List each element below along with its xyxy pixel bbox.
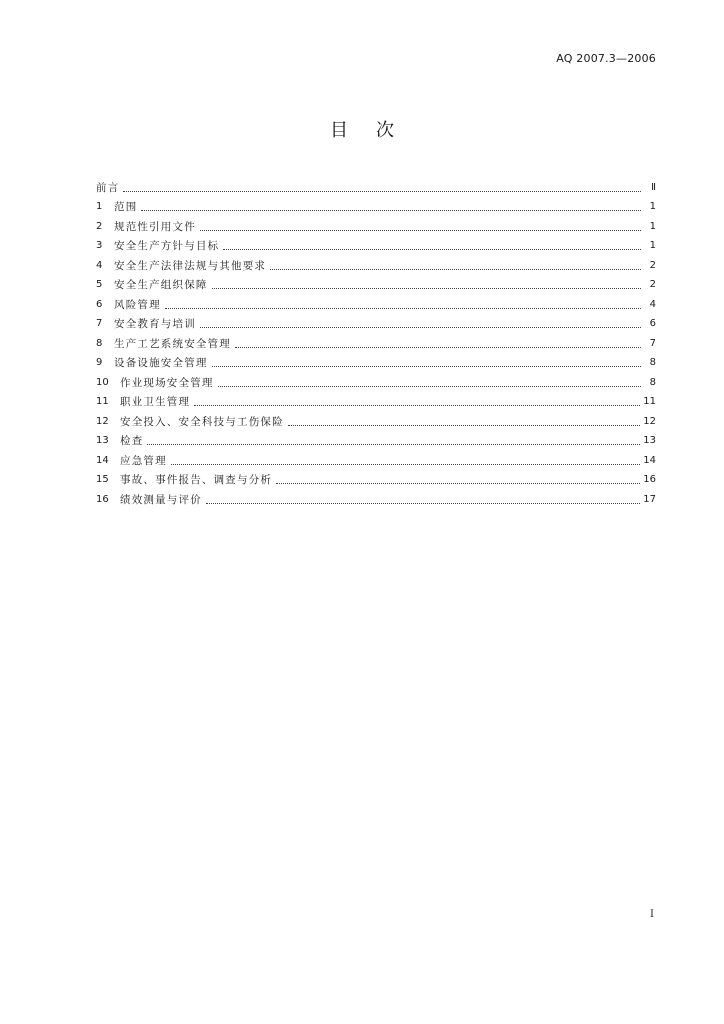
toc-entry[interactable] [96,370,656,390]
table-of-contents [96,175,656,507]
toc-entry[interactable] [96,175,656,195]
toc-entry-number: 12 [96,415,109,427]
toc-entry-number: 1 [96,201,103,212]
toc-entry[interactable] [96,195,656,215]
toc-entry-page: 4 [649,298,656,310]
toc-entry[interactable] [96,312,656,332]
toc-entry[interactable] [96,429,656,449]
page-title: 目次 [330,120,422,141]
toc-leader-dots [212,288,641,289]
toc-entry[interactable] [96,487,656,507]
toc-entry-number: 3 [96,240,103,251]
toc-entry-label: 职业卫生管理 [120,395,194,409]
standard-code: AQ 2007.3—2006 [556,52,656,65]
toc-entry-label: 生产工艺系统安全管理 [114,337,235,351]
toc-entry-page: 2 [649,279,656,290]
toc-entry[interactable] [96,331,656,351]
toc-leader-dots [270,269,641,270]
toc-leader-dots [223,249,641,250]
toc-leader-dots [171,464,640,465]
toc-entry[interactable] [96,234,656,254]
toc-entry-page: Ⅱ [651,181,656,193]
toc-entry[interactable] [96,214,656,234]
toc-entry-page: 16 [643,474,656,485]
toc-entry-page: 7 [649,337,656,349]
toc-entry-page: 8 [649,357,656,368]
toc-leader-dots [147,444,640,445]
toc-leader-dots [200,230,641,231]
toc-entry-page: 12 [643,415,656,427]
toc-entry-page: 2 [649,259,656,271]
toc-entry-page: 17 [643,493,656,505]
toc-entry-label: 应急管理 [120,454,171,468]
toc-entry-page: 14 [643,454,656,466]
toc-entry-number: 14 [96,454,109,466]
toc-entry-number: 6 [96,298,103,310]
toc-leader-dots [200,327,641,328]
toc-entry-page: 13 [643,435,656,446]
toc-entry[interactable] [96,351,656,371]
toc-entry-label: 安全投入、安全科技与工伤保险 [120,415,288,429]
toc-entry-label: 安全生产方针与目标 [114,239,223,253]
toc-leader-dots [276,483,640,484]
toc-entry-page: 1 [649,240,656,251]
toc-entry-label: 安全教育与培训 [114,317,200,331]
toc-entry-label: 事故、事件报告、调查与分析 [120,473,276,487]
toc-entry-label: 作业现场安全管理 [120,376,218,390]
toc-leader-dots [165,308,641,309]
toc-entry[interactable] [96,448,656,468]
toc-leader-dots [288,425,640,426]
toc-leader-dots [212,366,641,367]
toc-entry-number: 2 [96,220,103,232]
toc-entry-label: 检查 [120,434,147,448]
toc-entry-label: 前言 [96,181,123,195]
toc-leader-dots [206,503,640,504]
toc-entry[interactable] [96,273,656,293]
toc-entry[interactable] [96,253,656,273]
toc-entry-number: 7 [96,318,103,329]
page-number: I [650,909,654,920]
toc-entry[interactable] [96,390,656,410]
toc-entry-page: 1 [649,201,656,212]
toc-leader-dots [123,191,641,192]
toc-entry-label: 规范性引用文件 [114,220,200,234]
toc-entry-number: 11 [96,396,109,407]
toc-entry-label: 安全生产组织保障 [114,278,212,292]
toc-entry-label: 绩效测量与评价 [120,493,206,507]
toc-entry-number: 4 [96,259,103,271]
toc-entry[interactable] [96,409,656,429]
toc-entry-number: 8 [96,337,103,349]
toc-entry-page: 8 [649,376,656,388]
toc-entry-number: 16 [96,493,109,505]
toc-entry-page: 11 [643,396,656,407]
toc-entry-label: 范围 [114,200,141,214]
toc-leader-dots [218,386,641,387]
toc-entry-label: 设备设施安全管理 [114,356,212,370]
toc-entry-number: 9 [96,357,103,368]
toc-entry-number: 13 [96,435,109,446]
toc-leader-dots [141,210,641,211]
toc-entry-label: 风险管理 [114,298,165,312]
toc-entry-number: 15 [96,474,109,485]
toc-entry-number: 10 [96,376,109,388]
toc-leader-dots [235,347,641,348]
toc-entry-label: 安全生产法律法规与其他要求 [114,259,270,273]
toc-leader-dots [194,405,640,406]
toc-entry[interactable] [96,468,656,488]
toc-entry-page: 6 [649,318,656,329]
toc-entry-page: 1 [649,220,656,232]
toc-entry-number: 5 [96,279,103,290]
toc-entry[interactable] [96,292,656,312]
